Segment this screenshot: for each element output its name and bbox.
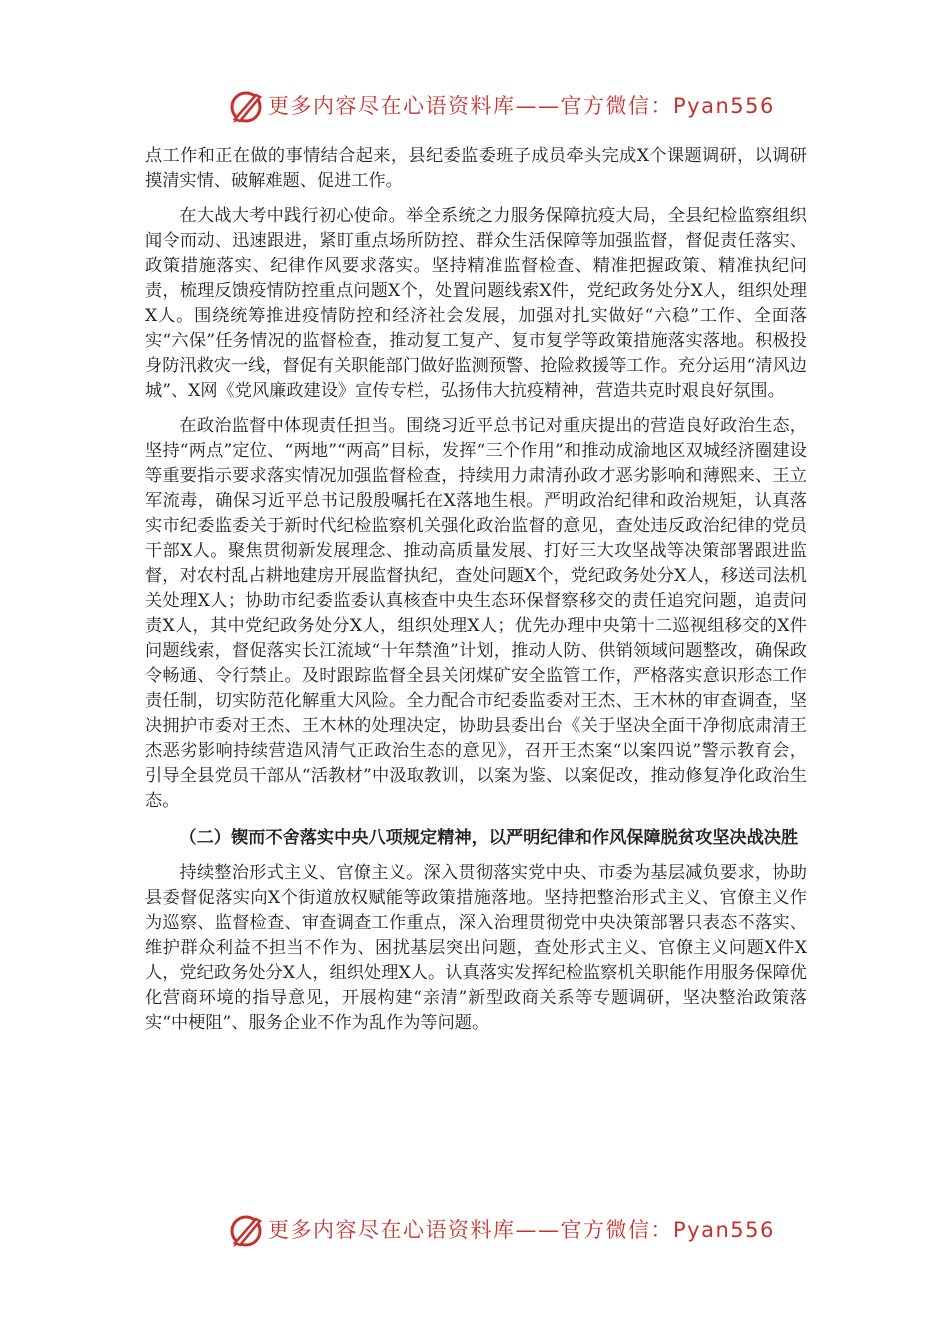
paragraph-formalism: 持续整治形式主义、官僚主义。深入贯彻落实党中央、市委为基层减负要求，协助县委督促落实向X个街道放权赋能等政策措施落地。坚持把整治形式主义、官僚主义作为巡察、监督检查、审查调查工作重点，深入治理贯彻党中央决策部署只表态不落实、维护群众利益不担当不作为、困扰基层突出问题，查处形式主义、官僚主义问题X件X人，党纪政务处分X人，组织处理X人。认真落实发挥纪检监察机关职能作用服务保障优化营商环境的指导意见，开展构建“亲清”新型政商关系等专题调研，坚决整治政策落实“中梗阻”、服务企业不作为乱作为等问题。 bbox=[145, 863, 807, 1033]
paragraph-epidemic: 在大战大考中践行初心使命。举全系统之力服务保障抗疫大局，全县纪检监察组织闻令而动、迅速跟进，紧盯重点场所防控、群众生活保障等加强监督，督促责任落实、政策措施落实、纪律作风要求落实。坚持精准监督检查、精准把握政策、精准执纪问责，梳理反馈疫情防控重点问题X个，处置问题线索X件，党纪政务处分X人，组织处理X人。围绕统筹推进疫情防控和经济社会发展，加强对扎实做好“六稳”工作、全面落实“六保”任务情况的监督检查，推动复工复产、复市复学等政策措施落实落地。积极投身防汛救灾一线，督促有关职能部门做好监测预警、抢险救援等工作。充分运用“清风边城”、X网《党风廉政建设》宣传专栏，弘扬伟大抗疫精神，营造共克时艰良好氛围。 bbox=[145, 206, 807, 401]
paragraph-continuation: 点工作和正在做的事情结合起来，县纪委监委班子成员牵头完成X个课题调研，以调研摸清实情、破解难题、促进工作。 bbox=[145, 146, 807, 191]
pen-circle-logo-icon bbox=[226, 86, 266, 126]
paragraph-political-supervision: 在政治监督中体现责任担当。围绕习近平总书记对重庆提出的营造良好政治生态，坚持“两点”定位、“两地”“两高”目标，发挥“三个作用”和推动成渝地区双城经济圈建设等重要指示要求落实情况加强监督检查，持续用力肃清孙政才恶劣影响和薄熙来、王立军流毒，确保习近平总书记殷殷嘱托在X落地生根。严明政治纪律和政治规矩，认真落实市纪委监委关于新时代纪检监察机关强化政治监督的意见，查处违反政治纪律的党员干部X人。聚焦贯彻新发展理念、推动高质量发展、打好三大攻坚战等决策部署跟进监督，对农村乱占耕地建房开展监督执纪，查处问题X个，党纪政务处分X人，移送司法机关处理X人；协助市纪委监委认真核查中央生态环保督察移交的责任追究问题，追责问责X人，其中党纪政务处分X人，组织处理X人；优先办理中央第十二巡视组移交的X件问题线索，督促落实长江流域“十年禁渔”计划，推动人防、供销领域问题整改，确保政令畅通、令行禁止。及时跟踪监督全县关闭煤矿安全监管工作，严格落实意识形态工作责任制，切实防范化解重大风险。全力配合市纪委监委对王杰、王木林的审查调查，坚决拥护市委对王杰、王木林的处理决定，协助县委出台《关于坚决全面干净彻底肃清王杰恶劣影响持续营造风清气正政治生态的意见》，召开王杰案“以案四说”警示教育会，引导全县党员干部从“活教材”中汲取教训，以案为鉴、以案促改，推动修复净化政治生态。 bbox=[145, 416, 807, 811]
banner-text: 更多内容尽在心语资料库——官方微信：Pyan556 bbox=[268, 1218, 775, 1242]
footer-banner bbox=[0, 1208, 950, 1252]
banner-text: 更多内容尽在心语资料库——官方微信：Pyan556 bbox=[268, 94, 775, 118]
pen-circle-logo-icon bbox=[226, 1210, 266, 1250]
header-banner bbox=[0, 84, 950, 128]
section-heading: （二）锲而不舍落实中央八项规定精神，以严明纪律和作风保障脱贫攻坚决战决胜 bbox=[179, 828, 799, 848]
document-body bbox=[145, 144, 807, 1036]
